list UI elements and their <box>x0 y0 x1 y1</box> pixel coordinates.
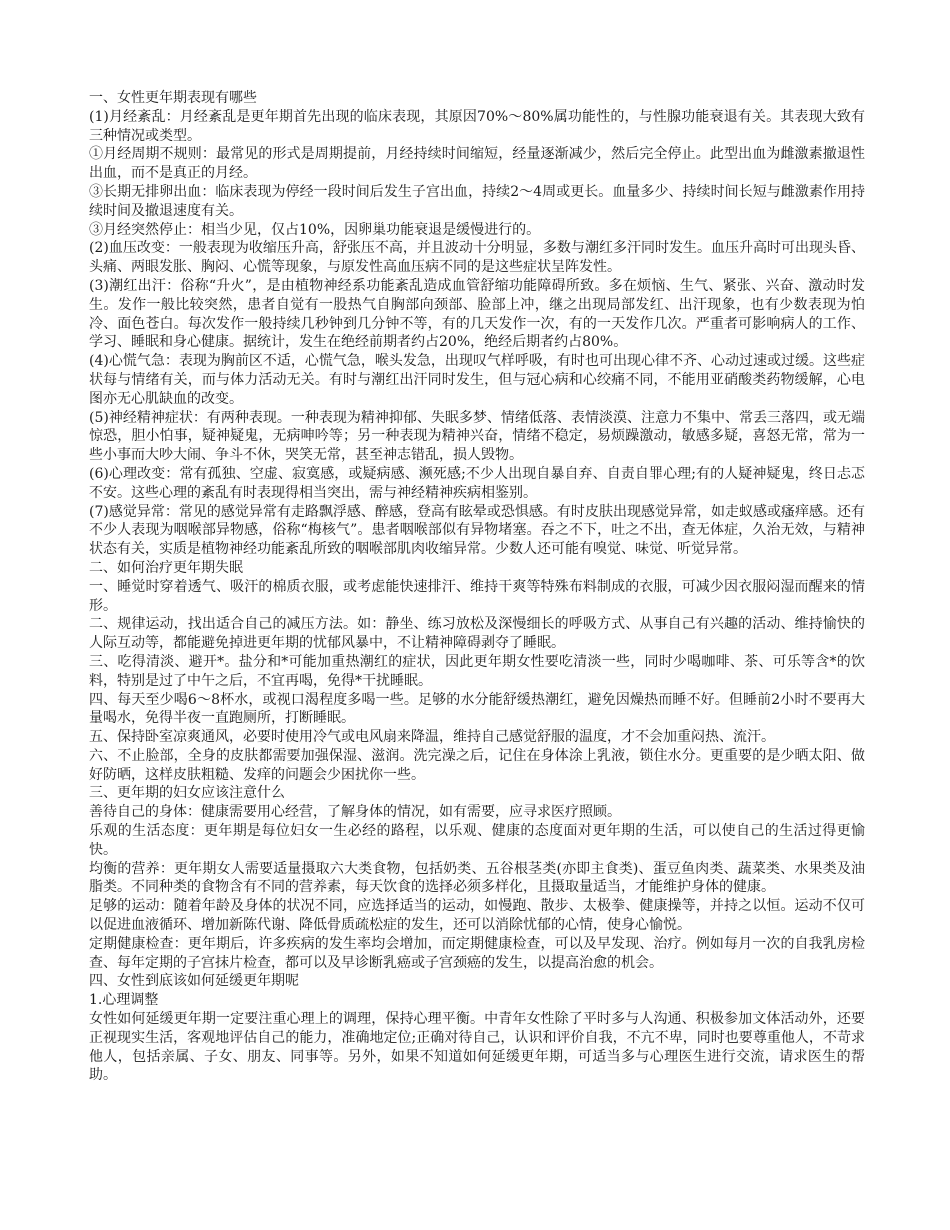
paragraph-hot-flashes: (3)潮红出汗：俗称“升火”，是由植物神经系功能紊乱造成血管舒缩功能障碍所致。多在烦恼、生气、紧张、兴奋、激动时发生。发作一般比较突然，患者自觉有一股热气自胸部向颈部、脸部上冲，继之出现局部发红、出汗现象，也有少数表现为怕冷、面色苍白。每次发作一般持续几秒钟到几分钟不等，有的几天发作一次，有的一天发作几次。严重者可影响病人的工作、学习、睡眠和身心健康。据统计，发生在绝经前期者约占20%，绝经后期者约占80%。 <box>89 277 865 351</box>
paragraph-health-check: 定期健康检查：更年期后，许多疾病的发生率均会增加，而定期健康检查，可以及早发现、治疗。例如每月一次的自我乳房检查、每年定期的子宫抹片检查，都可以及早诊断乳癌或子宫颈癌的发生，以提高治愈的机会。 <box>89 935 865 971</box>
paragraph-neuropsychiatric: (5)神经精神症状：有两种表现。一种表现为精神抑郁、失眠多梦、情绪低落、表情淡漠、注意力不集中、常丢三落四，或无端惊恐，胆小怕事，疑神疑鬼，无病呻吟等；另一种表现为精神兴奋，情绪不稳定，易烦躁激动，敏感多疑，喜怒无常，常为一些小事而大吵大闹、争斗不休，哭笑无常，甚至神志错乱，损人毁物。 <box>89 409 865 464</box>
section-heading-insomnia-treatment: 二、如何治疗更年期失眠 <box>89 559 243 576</box>
section-heading-precautions: 三、更年期的妇女应该注意什么 <box>89 785 285 802</box>
paragraph-psychological-change: (6)心理改变：常有孤独、空虚、寂寞感，或疑病感、濒死感;不少人出现自暴自弃、自责自罪心理;有的人疑神疑鬼，终日忐忑不安。这些心理的紊乱有时表现得相当突出，需与神经精神疾病相鉴别。 <box>89 465 865 501</box>
paragraph-sudden-stop: ③月经突然停止：相当少见，仅占10%，因卵巢功能衰退是缓慢进行的。 <box>89 221 541 238</box>
paragraph-optimism: 乐观的生活态度：更年期是每位妇女一生必经的路程，以乐观、健康的态度面对更年期的生活，可以使自己的生活过得更愉快。 <box>89 823 865 858</box>
paragraph-sensory-abnormal: (7)感觉异常：常见的感觉异常有走路飘浮感、醉感，登高有眩晕或恐惧感。有时皮肤出现感觉异常，如走蚁感或瘙痒感。还有不少人表现为咽喉部异物感，俗称“梅核气”。患者咽喉部似有异物堵塞。吞之不下，吐之不出，查无体症，久治无效，与精神状态有关，实质是植物神经功能紊乱所致的咽喉部肌肉收缩异常。少数人还可能有嗅觉、味觉、听觉异常。 <box>89 503 865 558</box>
paragraph-regular-exercise: 二、规律运动，找出适合自己的减压方法。如：静坐、练习放松及深慢细长的呼吸方式、从事自己有兴趣的活动、维持愉快的人际互动等，都能避免掉进更年期的忧郁风暴中，不让精神障碍剥夺了睡眠。 <box>89 616 865 652</box>
paragraph-blood-pressure: (2)血压改变：一般表现为收缩压升高，舒张压不高，并且波动十分明显，多数与潮红多汗同时发生。血压升高时可出现头昏、头痛、两眼发胀、胸闷、心慌等现象，与原发性高血压病不同的是这些症状呈阵发性。 <box>89 240 865 276</box>
paragraph-breathable-clothes: 一、睡觉时穿着透气、吸汗的棉质衣服，或考虑能快速排汗、维持干爽等特殊布料制成的衣服，可减少因衣服闷湿而醒来的情形。 <box>89 578 865 614</box>
paragraph-balanced-nutrition: 均衡的营养：更年期女人需要适量摄取六大类食物，包括奶类、五谷根茎类(亦即主食类)、蛋豆鱼肉类、蔬菜类、水果类及油脂类。不同种类的食物含有不同的营养素，每天饮食的选择必须多样化，且摄取量适当，才能维护身体的健康。 <box>89 860 865 896</box>
paragraph-skin-care: 六、不止脸部，全身的皮肤都需要加强保湿、滋润。洗完澡之后，记住在身体涂上乳液，锁住水分。更重要的是少晒太阳、做好防晒，这样皮肤粗糙、发痒的问题会少困扰你一些。 <box>89 747 865 783</box>
paragraph-psychological-balance: 女性如何延缓更年期一定要注重心理上的调理，保持心理平衡。中青年女性除了平时多与人沟通、积极参加文体活动外，还要正视现实生活，客观地评估自己的能力，准确地定位;正确对待自己，认识和评价自我，不亢不卑，同时也要尊重他人，不苛求他人，包括亲属、子女、朋友、同事等。另外，如果不知道如何延缓更年期，可适当多与心理医生进行交流，请求医生的帮助。 <box>89 1011 865 1084</box>
section-heading-menopause-symptoms: 一、女性更年期表现有哪些 <box>89 90 257 106</box>
paragraph-light-diet: 三、吃得清淡、避开*。盐分和*可能加重热潮红的症状，因此更年期女性要吃清淡一些，同时少喝咖啡、茶、可乐等含*的饮料，特别是过了中午之后，不宜再喝，免得*干扰睡眠。 <box>89 653 865 689</box>
paragraph-care-body: 善待自己的身体：健康需要用心经营，了解身体的情况，如有需要，应寻求医疗照顾。 <box>89 804 621 821</box>
paragraph-cool-bedroom: 五、保持卧室凉爽通风，必要时使用冷气或电风扇来降温，维持自己感觉舒服的温度，才不会加重闷热、流汗。 <box>89 729 775 746</box>
subheading-psychological-adjustment: 1.心理调整 <box>89 992 159 1009</box>
paragraph-anovulatory-bleeding: ③长期无排卵出血：临床表现为停经一段时间后发生子宫出血，持续2～4周或更长。血量多少、持续时间长短与雌激素作用持续时间及撤退速度有关。 <box>89 183 865 219</box>
paragraph-menstrual-disorder: (1)月经紊乱：月经紊乱是更年期首先出现的临床表现，其原因70%～80%属功能性的，与性腺功能衰退有关。其表现大致有三种情况或类型。 <box>89 108 865 144</box>
paragraph-irregular-cycle: ①月经周期不规则：最常见的形式是周期提前，月经持续时间缩短，经量逐渐减少，然后完全停止。此型出血为雌激素撤退性出血，而不是真正的月经。 <box>89 146 865 182</box>
paragraph-palpitations: (4)心慌气急：表现为胸前区不适，心慌气急，喉头发急，出现叹气样呼吸，有时也可出现心律不齐、心动过速或过缓。这些症状每与情绪有关，而与体力活动无关。有时与潮红出汗同时发生，但与冠心病和心绞痛不同，不能用亚硝酸类药物缓解，心电图亦无心肌缺血的改变。 <box>89 353 865 407</box>
paragraph-adequate-exercise: 足够的运动：随着年龄及身体的状况不同，应选择适当的运动，如慢跑、散步、太极拳、健康操等，并持之以恒。运动不仅可以促进血液循环、增加新陈代谢、降低骨质疏松症的发生，还可以消除忧郁的心情，使身心愉悦。 <box>89 898 865 934</box>
section-heading-delay-menopause: 四、女性到底该如何延缓更年期呢 <box>89 973 299 990</box>
paragraph-drink-water: 四、每天至少喝6～8杯水，或视口渴程度多喝一些。足够的水分能舒缓热潮红，避免因燥热而睡不好。但睡前2小时不要再大量喝水，免得半夜一直跑厕所，打断睡眠。 <box>89 691 865 727</box>
